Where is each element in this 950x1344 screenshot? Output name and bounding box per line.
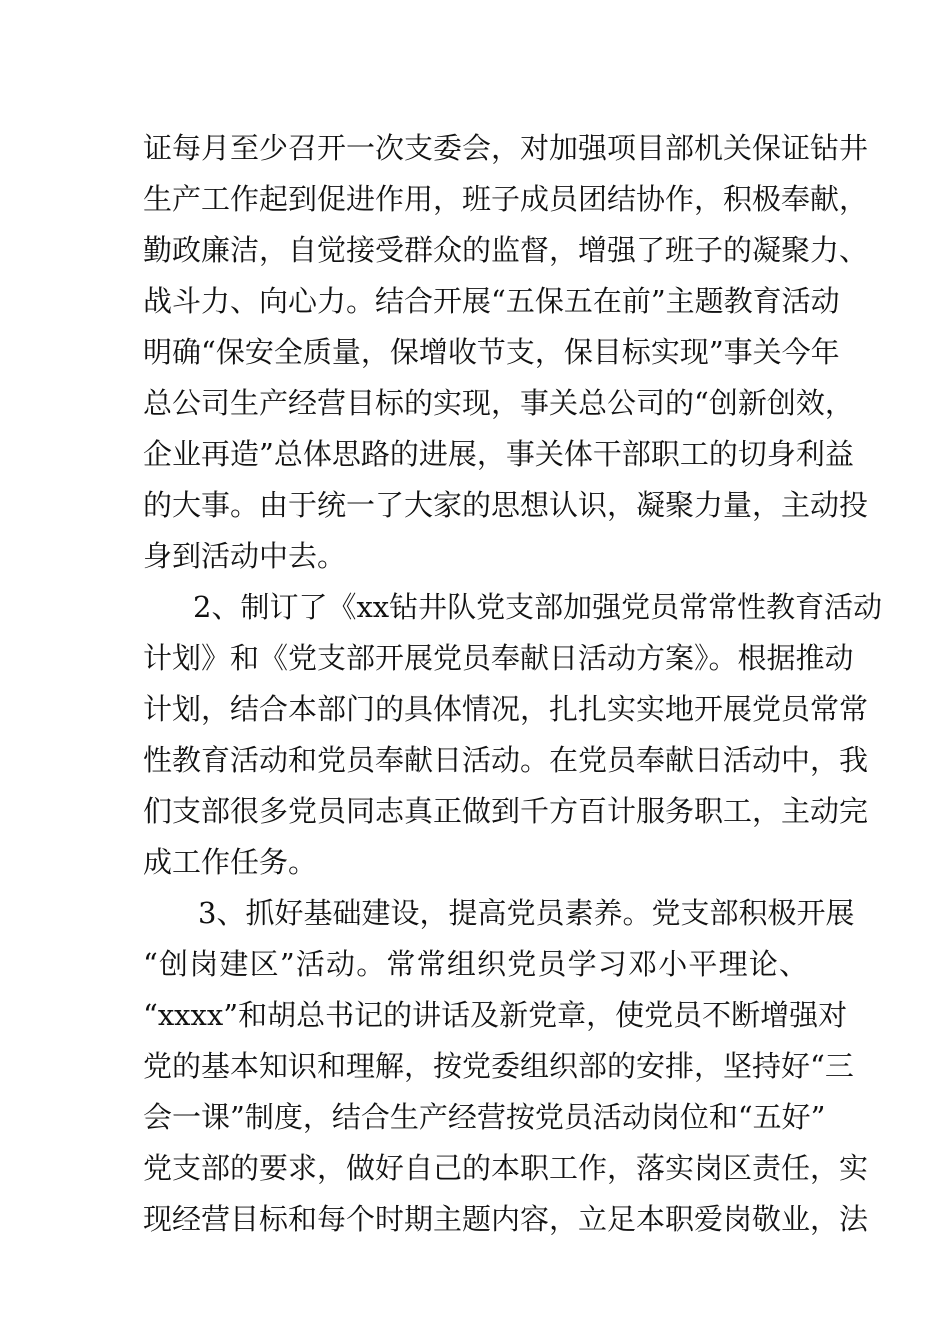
text-line: 身到活动中去。	[143, 539, 347, 573]
text-line: 勤政廉洁，自觉接受群众的监督，增强了班子的凝聚力、	[143, 233, 869, 267]
text-line: 计划，结合本部门的具体情况，扎扎实实地开展党员常常	[143, 692, 869, 726]
text-line: 会一课”制度，结合生产经营按党员活动岗位和“五好”	[143, 1100, 826, 1134]
text-line: 现经营目标和每个时期主题内容，立足本职爱岗敬业，法	[143, 1202, 869, 1236]
text-line: 战斗力、向心力。结合开展“五保五在前”主题教育活动	[143, 284, 840, 318]
text-line: 们支部很多党员同志真正做到千方百计服务职工，主动完	[143, 794, 869, 828]
text-line: 党的基本知识和理解，按党委组织部的安排，坚持好“三	[143, 1049, 854, 1083]
text-line: 总公司生产经营目标的实现，事关总公司的“创新创效，	[143, 386, 854, 420]
text-line: “创岗建区”活动。常常组织党员学习邓小平理论、	[143, 947, 808, 981]
text-line: 党支部的要求，做好自己的本职工作，落实岗区责任，实	[143, 1151, 869, 1185]
text-line: 证每月至少召开一次支委会，对加强项目部机关保证钻井	[143, 131, 869, 165]
text-line: 性教育活动和党员奉献日活动。在党员奉献日活动中，我	[143, 743, 869, 777]
paragraph-3-first-line: 3、抓好基础建设，提高党员素养。党支部积极开展	[198, 896, 855, 930]
text-line: “xxxx”和胡总书记的讲话及新党章，使党员不断增强对	[143, 998, 848, 1032]
text-line: 成工作任务。	[143, 845, 318, 879]
text-line: 计划》和《党支部开展党员奉献日活动方案》。根据推动	[143, 641, 854, 675]
text-line: 企业再造”总体思路的进展，事关体干部职工的切身利益	[143, 437, 854, 471]
text-line: 的大事。由于统一了大家的思想认识，凝聚力量，主动投	[143, 488, 869, 522]
text-line: 明确“保安全质量，保增收节支，保目标实现”事关今年	[143, 335, 840, 369]
text-line: 生产工作起到促进作用，班子成员团结协作，积极奉献，	[143, 182, 869, 216]
paragraph-2-first-line: 2、制订了《xx钻井队党支部加强党员常常性教育活动	[193, 590, 883, 624]
